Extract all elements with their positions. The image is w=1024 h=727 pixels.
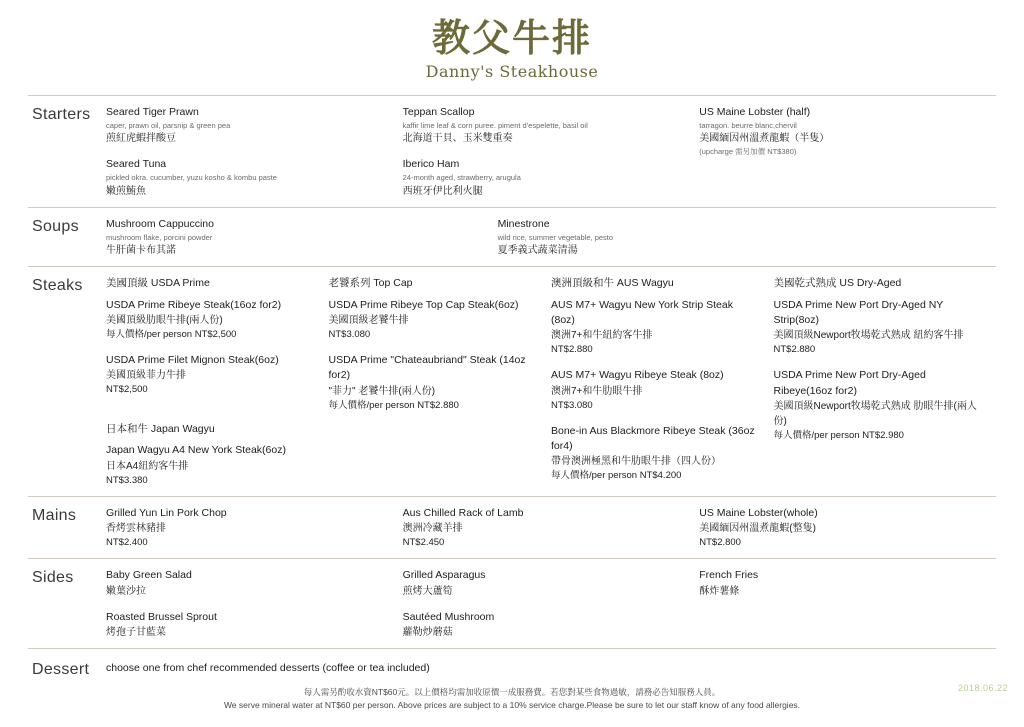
menu-footer <box>0 686 1024 713</box>
menu-item <box>403 568 686 598</box>
section-title-starters: Starters <box>32 105 91 123</box>
mains-column-2 <box>403 506 700 550</box>
item-title: USDA Prime "Chateaubriand" Steak (14oz for2) <box>328 354 526 382</box>
item-title-cn: 蘿勒炒蘑菇 <box>402 626 453 638</box>
sides-column-2 <box>403 568 700 639</box>
item-title: USDA Prime Ribeye Steak(16oz for2) <box>106 298 282 311</box>
item-title-cn: 北海道干貝、玉米雙重奏 <box>402 133 513 145</box>
item-description: 24-month aged, strawberry, arugula <box>402 173 521 183</box>
item-title: Japan Wagyu A4 New York Steak(6oz) <box>106 444 286 457</box>
item-title: USDA Prime New Port Dry-Aged Ribeye(16oz for2) <box>773 369 926 397</box>
item-price: NT$2.880 <box>773 344 816 356</box>
item-title-cn: 美國頂級肋眼牛排(兩人份) <box>106 315 223 326</box>
item-description: tarragon. beurre blanc,chervil <box>699 120 797 130</box>
steaks-column-dry-aged <box>774 276 997 488</box>
item-title-cn: 酥炸薯條 <box>699 585 740 597</box>
menu-item <box>699 506 982 550</box>
menu-item <box>106 217 484 258</box>
item-title: Sautéed Mushroom <box>402 610 495 623</box>
menu-item <box>403 610 686 640</box>
menu-item <box>403 105 686 146</box>
item-title: Grilled Asparagus <box>402 569 486 582</box>
mains-column-1 <box>106 506 403 550</box>
menu-item <box>106 353 315 397</box>
menu-item <box>774 368 983 443</box>
item-description: mushroom flake, porcini powder <box>106 232 213 242</box>
menu-item <box>551 298 760 358</box>
item-price: 每人價格/per person NT$4.200 <box>551 470 682 482</box>
sides-column-1 <box>106 568 403 639</box>
item-title: Iberico Ham <box>402 158 460 171</box>
item-price: 每人價格/per person NT$2.880 <box>328 399 459 411</box>
section-starters <box>28 95 996 207</box>
item-description: caper, prawn oil, parsnip & green pea <box>106 120 231 130</box>
item-description: pickled okra. cucumber, yuzu kosho & kombu paste <box>106 173 277 183</box>
restaurant-name-cn: 教父牛排 <box>431 15 592 60</box>
item-title-cn: 澳洲冷藏羊排 <box>402 523 463 535</box>
item-price: 每人價格/per person NT$2,500 <box>106 329 237 340</box>
menu-item <box>699 568 982 598</box>
item-title-cn: 日本A4紐約客牛排 <box>106 460 189 472</box>
item-title-cn: 煎烤大蘆筍 <box>402 585 453 597</box>
starters-column-3 <box>699 105 996 199</box>
restaurant-name-en: Danny's Steakhouse <box>425 61 599 81</box>
item-price: NT$3.080 <box>328 329 371 340</box>
footer-note-en: We serve mineral water at NT$60 per person. Above prices are subject to a 10% service charge.Please be sure to let our staff know of any food allergies. <box>223 700 801 711</box>
item-title-cn: 夏季義式蔬菜清湯 <box>497 245 578 257</box>
item-title: AUS M7+ Wagyu New York Strip Steak (8oz) <box>551 298 733 326</box>
item-price: NT$2.800 <box>699 537 741 549</box>
item-title: Bone-in Aus Blackmore Ribeye Steak (36oz for4) <box>551 424 755 453</box>
menu-item <box>699 105 982 158</box>
section-title-soups: Soups <box>32 217 79 235</box>
section-mains <box>28 496 996 558</box>
sides-column-3 <box>699 568 996 639</box>
steaks-column-usda-prime <box>106 276 329 488</box>
item-price: NT$3.380 <box>106 474 148 486</box>
dessert-description: choose one from chef recommended desserts (coffee or tea included) <box>106 661 430 674</box>
item-title-cn: 嫩煎鮪魚 <box>106 185 146 197</box>
item-title: USDA Prime Filet Mignon Steak(6oz) <box>106 354 279 367</box>
item-title: Aus Chilled Rack of Lamb <box>402 506 524 519</box>
menu-item <box>329 298 538 342</box>
item-title: Grilled Yun Lin Pork Chop <box>106 506 227 519</box>
starters-column-1 <box>106 105 403 199</box>
menu-item <box>106 610 389 640</box>
section-dessert <box>28 648 996 685</box>
section-title-steaks: Steaks <box>32 277 83 295</box>
item-description: wild rice, summer vegetable, pesto <box>497 232 614 242</box>
item-title-cn: 澳洲7+和牛肋眼牛排 <box>551 385 643 397</box>
item-title: Baby Green Salad <box>106 569 192 582</box>
item-price: NT$2.400 <box>106 537 148 549</box>
menu-item <box>403 157 686 198</box>
menu-item <box>403 506 686 550</box>
steaks-group-heading: 美國頂級 USDA Prime <box>106 277 210 290</box>
item-title-cn: 煎紅虎蝦拌酸豆 <box>106 133 176 145</box>
item-title-cn: 牛肝菌卡布其諾 <box>106 245 176 257</box>
item-title: US Maine Lobster (half) <box>699 105 811 118</box>
item-title-cn: 美國頂級Newport牧場乾式熟成 肋眼牛排(兩人份) <box>773 400 977 427</box>
menu-item <box>498 217 876 258</box>
footer-note-cn: 每人需另酌收水資NT$60元。以上價格均需加收原價一成服務費。若您對某些食物過敏，請務必告知服務人員。 <box>303 686 721 697</box>
item-price: NT$3.080 <box>551 399 593 411</box>
item-title: USDA Prime Ribeye Top Cap Steak(6oz) <box>328 298 519 311</box>
section-title-mains: Mains <box>32 506 77 524</box>
menu-item <box>106 105 389 146</box>
item-title-cn: 美國頂級菲力牛排 <box>106 370 186 382</box>
item-upcharge-note: (upcharge 需另加價 NT$380) <box>699 147 797 157</box>
menu-item <box>551 368 760 412</box>
item-title: Minestrone <box>497 217 550 230</box>
item-price: NT$2,500 <box>106 384 148 396</box>
item-title: Mushroom Cappuccino <box>106 217 214 230</box>
item-title: Seared Tiger Prawn <box>106 105 199 118</box>
starters-column-2 <box>403 105 700 199</box>
item-price: NT$2.450 <box>402 537 445 549</box>
item-title-cn: 烤孢子甘藍菜 <box>106 626 166 638</box>
item-title: AUS M7+ Wagyu Ribeye Steak (8oz) <box>551 369 724 382</box>
menu-item <box>106 443 315 487</box>
steaks-group-heading: 澳洲頂級和牛 AUS Wagyu <box>551 277 674 290</box>
steaks-column-top-cap <box>329 276 552 488</box>
date-stamp: 2018.06.22 <box>957 683 1008 693</box>
item-title-cn: 美國頂級Newport牧場乾式熟成 紐約客牛排 <box>773 330 964 342</box>
section-sides <box>28 558 996 647</box>
item-title-cn: 帶骨澳洲極黑和牛肋眼牛排（四人份） <box>551 456 721 468</box>
menu-item <box>106 157 389 198</box>
steaks-column-aus-wagyu <box>551 276 774 488</box>
steaks-group-heading: 美國乾式熟成 US Dry-Aged <box>773 277 902 290</box>
section-title-sides: Sides <box>32 569 74 587</box>
item-price: NT$2.880 <box>551 344 593 356</box>
item-title-cn: "菲力" 老饕牛排(兩人份) <box>328 385 436 397</box>
mains-column-3 <box>699 506 996 550</box>
item-title: Roasted Brussel Sprout <box>106 610 217 623</box>
menu-item <box>329 353 538 413</box>
menu-item <box>551 424 760 484</box>
steaks-group-heading: 老饕系列 Top Cap <box>328 277 413 290</box>
section-steaks <box>28 266 996 496</box>
menu-item <box>106 298 315 342</box>
item-title: US Maine Lobster(whole) <box>699 506 818 519</box>
item-title-cn: 香烤雲林豬排 <box>106 523 166 535</box>
item-price: 每人價格/per person NT$2.980 <box>773 429 904 441</box>
item-title-cn: 嫩葉沙拉 <box>106 585 146 597</box>
item-title: Teppan Scallop <box>402 105 475 118</box>
soups-column-1 <box>106 217 498 258</box>
section-soups <box>28 207 996 266</box>
menu-item <box>106 568 389 598</box>
item-title-cn: 西班牙伊比利火腿 <box>402 185 483 197</box>
soups-column-2 <box>498 217 890 258</box>
item-title-cn: 美國緬因州溫煮龍蝦（半隻） <box>699 133 830 145</box>
item-title-cn: 美國頂級老饕牛排 <box>328 315 409 326</box>
item-title-cn: 美國緬因州溫煮龍蝦(整隻) <box>699 523 816 535</box>
item-title: French Fries <box>699 569 759 582</box>
item-title: USDA Prime New Port Dry-Aged NY Strip(8oz) <box>773 298 944 326</box>
steaks-group-heading: 日本和牛 Japan Wagyu <box>106 422 215 435</box>
item-description: kaffir lime leaf & corn puree. piment d'espelette, basil oil <box>402 120 588 130</box>
section-title-dessert: Dessert <box>32 660 90 678</box>
menu-item <box>774 298 983 358</box>
item-title-cn: 澳洲7+和牛紐約客牛排 <box>551 330 653 342</box>
menu-item <box>106 506 389 550</box>
item-title: Seared Tuna <box>106 158 167 171</box>
menu-header <box>28 0 996 81</box>
